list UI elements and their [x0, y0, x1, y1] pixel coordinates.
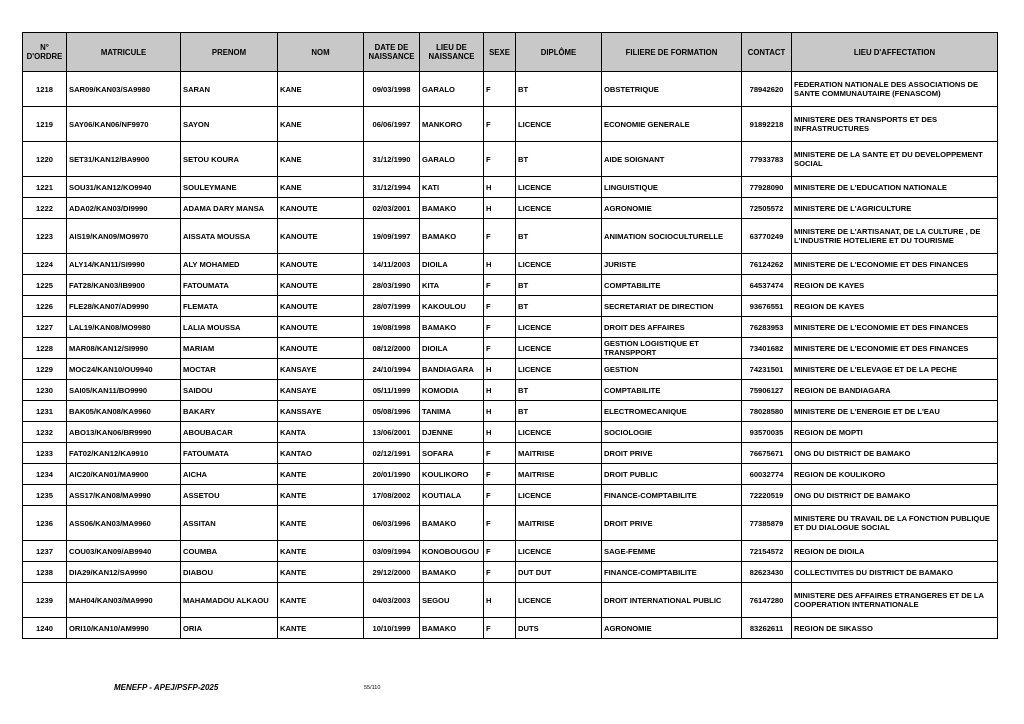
cell-matricule: LAL19/KAN08/MO9980: [67, 317, 181, 338]
cell-lieu: BAMAKO: [420, 618, 484, 639]
cell-date: 31/12/1994: [364, 177, 420, 198]
cell-lieu: KONOBOUGOU: [420, 541, 484, 562]
cell-nom: KANOUTE: [278, 338, 364, 359]
cell-diplome: DUTS: [516, 618, 602, 639]
cell-contact: 76675671: [742, 443, 792, 464]
cell-affectation: MINISTERE DE L'ECONOMIE ET DES FINANCES: [792, 317, 998, 338]
cell-num: 1229: [23, 359, 67, 380]
affectation-table: [22, 32, 998, 639]
cell-affectation: COLLECTIVITES DU DISTRICT DE BAMAKO: [792, 562, 998, 583]
table-row: [23, 401, 998, 422]
cell-sexe: F: [484, 296, 516, 317]
cell-matricule: SAY06/KAN06/NF9970: [67, 107, 181, 142]
cell-affectation: ONG DU DISTRICT DE BAMAKO: [792, 443, 998, 464]
cell-lieu: BANDIAGARA: [420, 359, 484, 380]
header-nom: NOM: [278, 33, 364, 72]
cell-filiere: DROIT INTERNATIONAL PUBLIC: [602, 583, 742, 618]
cell-contact: 72505572: [742, 198, 792, 219]
cell-contact: 78942620: [742, 72, 792, 107]
cell-num: 1220: [23, 142, 67, 177]
cell-nom: KANOUTE: [278, 317, 364, 338]
cell-contact: 76124262: [742, 254, 792, 275]
cell-lieu: BAMAKO: [420, 562, 484, 583]
cell-affectation: ONG DU DISTRICT DE BAMAKO: [792, 485, 998, 506]
cell-num: 1233: [23, 443, 67, 464]
cell-num: 1227: [23, 317, 67, 338]
cell-sexe: F: [484, 618, 516, 639]
cell-prenom: ASSITAN: [181, 506, 278, 541]
table-row: [23, 541, 998, 562]
cell-lieu: KOUTIALA: [420, 485, 484, 506]
cell-sexe: F: [484, 72, 516, 107]
table-row: [23, 338, 998, 359]
cell-nom: KANTE: [278, 541, 364, 562]
cell-prenom: AISSATA MOUSSA: [181, 219, 278, 254]
cell-matricule: ABO13/KAN06/BR9990: [67, 422, 181, 443]
cell-contact: 74231501: [742, 359, 792, 380]
cell-matricule: ASS06/KAN03/MA9960: [67, 506, 181, 541]
cell-contact: 73401682: [742, 338, 792, 359]
cell-prenom: SAYON: [181, 107, 278, 142]
cell-date: 09/03/1998: [364, 72, 420, 107]
cell-matricule: SOU31/KAN12/KO9940: [67, 177, 181, 198]
cell-lieu: DJENNE: [420, 422, 484, 443]
cell-affectation: REGION DE KOULIKORO: [792, 464, 998, 485]
cell-filiere: AGRONOMIE: [602, 198, 742, 219]
cell-affectation: MINISTERE DE L'AGRICULTURE: [792, 198, 998, 219]
cell-filiere: FINANCE-COMPTABILITE: [602, 485, 742, 506]
cell-affectation: MINISTERE DES AFFAIRES ETRANGERES ET DE LA COOPERATION INTERNATIONALE: [792, 583, 998, 618]
cell-affectation: REGION DE SIKASSO: [792, 618, 998, 639]
document-page: [22, 32, 997, 639]
cell-diplome: LICENCE: [516, 583, 602, 618]
cell-num: 1236: [23, 506, 67, 541]
cell-matricule: MAH04/KAN03/MA9990: [67, 583, 181, 618]
cell-num: 1230: [23, 380, 67, 401]
cell-date: 06/06/1997: [364, 107, 420, 142]
cell-date: 02/12/1991: [364, 443, 420, 464]
table-row: [23, 618, 998, 639]
cell-matricule: ASS17/KAN08/MA9990: [67, 485, 181, 506]
cell-diplome: LICENCE: [516, 177, 602, 198]
cell-diplome: LICENCE: [516, 541, 602, 562]
table-row: [23, 142, 998, 177]
cell-diplome: LICENCE: [516, 338, 602, 359]
header-filiere: FILIERE DE FORMATION: [602, 33, 742, 72]
cell-num: 1221: [23, 177, 67, 198]
footer-label: MENEFP - APEJ/PSFP-2025: [114, 683, 219, 692]
cell-affectation: REGION DE MOPTI: [792, 422, 998, 443]
cell-nom: KANE: [278, 72, 364, 107]
cell-sexe: H: [484, 401, 516, 422]
cell-contact: 63770249: [742, 219, 792, 254]
cell-matricule: ALY14/KAN11/SI9990: [67, 254, 181, 275]
cell-nom: KANE: [278, 107, 364, 142]
cell-date: 02/03/2001: [364, 198, 420, 219]
table-row: [23, 317, 998, 338]
cell-matricule: MAR08/KAN12/SI9990: [67, 338, 181, 359]
table-row: [23, 177, 998, 198]
cell-date: 19/08/1998: [364, 317, 420, 338]
cell-sexe: H: [484, 380, 516, 401]
cell-affectation: MINISTERE DE L'ECONOMIE ET DES FINANCES: [792, 338, 998, 359]
cell-prenom: SETOU KOURA: [181, 142, 278, 177]
cell-filiere: JURISTE: [602, 254, 742, 275]
cell-affectation: REGION DE BANDIAGARA: [792, 380, 998, 401]
cell-filiere: ANIMATION SOCIOCULTURELLE: [602, 219, 742, 254]
cell-date: 03/09/1994: [364, 541, 420, 562]
cell-sexe: H: [484, 583, 516, 618]
cell-nom: KANOUTE: [278, 254, 364, 275]
cell-matricule: SAR09/KAN03/SA9980: [67, 72, 181, 107]
cell-date: 28/07/1999: [364, 296, 420, 317]
cell-date: 08/12/2000: [364, 338, 420, 359]
table-row: [23, 380, 998, 401]
table-row: [23, 464, 998, 485]
cell-date: 05/08/1996: [364, 401, 420, 422]
cell-num: 1226: [23, 296, 67, 317]
cell-lieu: KOULIKORO: [420, 464, 484, 485]
cell-contact: 77928090: [742, 177, 792, 198]
cell-nom: KANOUTE: [278, 296, 364, 317]
cell-filiere: FINANCE-COMPTABILITE: [602, 562, 742, 583]
cell-contact: 75906127: [742, 380, 792, 401]
table-row: [23, 296, 998, 317]
cell-diplome: BT: [516, 380, 602, 401]
cell-date: 20/01/1990: [364, 464, 420, 485]
cell-prenom: FATOUMATA: [181, 443, 278, 464]
cell-date: 19/09/1997: [364, 219, 420, 254]
cell-date: 06/03/1996: [364, 506, 420, 541]
cell-nom: KANTE: [278, 618, 364, 639]
table-row: [23, 359, 998, 380]
cell-sexe: F: [484, 142, 516, 177]
cell-prenom: ALY MOHAMED: [181, 254, 278, 275]
cell-filiere: SAGE-FEMME: [602, 541, 742, 562]
cell-nom: KANTE: [278, 562, 364, 583]
cell-lieu: GARALO: [420, 72, 484, 107]
cell-contact: 72220519: [742, 485, 792, 506]
cell-date: 29/12/2000: [364, 562, 420, 583]
cell-num: 1228: [23, 338, 67, 359]
cell-contact: 64537474: [742, 275, 792, 296]
cell-diplome: BT: [516, 401, 602, 422]
cell-sexe: H: [484, 359, 516, 380]
cell-lieu: DIOILA: [420, 338, 484, 359]
cell-sexe: F: [484, 338, 516, 359]
cell-prenom: LALIA MOUSSA: [181, 317, 278, 338]
cell-nom: KANOUTE: [278, 198, 364, 219]
cell-sexe: F: [484, 317, 516, 338]
cell-affectation: MINISTERE DE L'ECONOMIE ET DES FINANCES: [792, 254, 998, 275]
cell-num: 1232: [23, 422, 67, 443]
cell-lieu: MANKORO: [420, 107, 484, 142]
cell-filiere: LINGUISTIQUE: [602, 177, 742, 198]
cell-diplome: LICENCE: [516, 198, 602, 219]
cell-diplome: LICENCE: [516, 422, 602, 443]
cell-diplome: MAITRISE: [516, 506, 602, 541]
cell-prenom: FATOUMATA: [181, 275, 278, 296]
table-row: [23, 219, 998, 254]
cell-matricule: FLE28/KAN07/AD9990: [67, 296, 181, 317]
cell-sexe: F: [484, 541, 516, 562]
cell-date: 14/11/2003: [364, 254, 420, 275]
cell-contact: 77933783: [742, 142, 792, 177]
table-row: [23, 254, 998, 275]
cell-nom: KANSSAYE: [278, 401, 364, 422]
cell-contact: 93570035: [742, 422, 792, 443]
header-matricule: MATRICULE: [67, 33, 181, 72]
cell-lieu: KOMODIA: [420, 380, 484, 401]
cell-filiere: SOCIOLOGIE: [602, 422, 742, 443]
cell-prenom: FLEMATA: [181, 296, 278, 317]
cell-contact: 78028580: [742, 401, 792, 422]
cell-affectation: MINISTERE DE L'ELEVAGE ET DE LA PECHE: [792, 359, 998, 380]
cell-diplome: LICENCE: [516, 317, 602, 338]
header-prenom: PRENOM: [181, 33, 278, 72]
cell-num: 1240: [23, 618, 67, 639]
cell-prenom: MOCTAR: [181, 359, 278, 380]
cell-sexe: F: [484, 464, 516, 485]
cell-prenom: SOULEYMANE: [181, 177, 278, 198]
cell-filiere: ECONOMIE GENERALE: [602, 107, 742, 142]
cell-nom: KANSAYE: [278, 359, 364, 380]
cell-affectation: FEDERATION NATIONALE DES ASSOCIATIONS DE SANTE COMMUNAUTAIRE (FENASCOM): [792, 72, 998, 107]
cell-num: 1224: [23, 254, 67, 275]
cell-filiere: GESTION: [602, 359, 742, 380]
cell-sexe: F: [484, 107, 516, 142]
cell-num: 1225: [23, 275, 67, 296]
cell-diplome: BT: [516, 296, 602, 317]
cell-sexe: F: [484, 219, 516, 254]
cell-filiere: COMPTABILITE: [602, 275, 742, 296]
cell-nom: KANTE: [278, 485, 364, 506]
cell-prenom: ASSETOU: [181, 485, 278, 506]
cell-lieu: KAKOULOU: [420, 296, 484, 317]
cell-affectation: REGION DE KAYES: [792, 275, 998, 296]
cell-contact: 93676551: [742, 296, 792, 317]
cell-matricule: SET31/KAN12/BA9900: [67, 142, 181, 177]
cell-matricule: ADA02/KAN03/DI9990: [67, 198, 181, 219]
cell-sexe: F: [484, 562, 516, 583]
cell-diplome: BT: [516, 72, 602, 107]
cell-nom: KANTA: [278, 422, 364, 443]
cell-nom: KANTE: [278, 506, 364, 541]
cell-contact: 76147280: [742, 583, 792, 618]
cell-prenom: SAIDOU: [181, 380, 278, 401]
cell-prenom: AICHA: [181, 464, 278, 485]
cell-num: 1234: [23, 464, 67, 485]
cell-matricule: FAT02/KAN12/KA9910: [67, 443, 181, 464]
cell-nom: KANSAYE: [278, 380, 364, 401]
cell-matricule: ORI10/KAN10/AM9990: [67, 618, 181, 639]
cell-lieu: GARALO: [420, 142, 484, 177]
cell-diplome: BT: [516, 275, 602, 296]
cell-num: 1223: [23, 219, 67, 254]
cell-lieu: BAMAKO: [420, 219, 484, 254]
cell-lieu: DIOILA: [420, 254, 484, 275]
cell-filiere: OBSTETRIQUE: [602, 72, 742, 107]
cell-filiere: COMPTABILITE: [602, 380, 742, 401]
cell-date: 24/10/1994: [364, 359, 420, 380]
cell-filiere: GESTION LOGISTIQUE ET TRANSPPORT: [602, 338, 742, 359]
cell-contact: 72154572: [742, 541, 792, 562]
cell-filiere: DROIT PRIVE: [602, 506, 742, 541]
cell-matricule: MOC24/KAN10/OU9940: [67, 359, 181, 380]
cell-nom: KANTE: [278, 583, 364, 618]
cell-nom: KANE: [278, 177, 364, 198]
cell-date: 04/03/2003: [364, 583, 420, 618]
cell-diplome: BT: [516, 219, 602, 254]
table-header-row: [23, 33, 998, 72]
cell-contact: 82623430: [742, 562, 792, 583]
cell-num: 1239: [23, 583, 67, 618]
cell-filiere: DROIT DES AFFAIRES: [602, 317, 742, 338]
cell-affectation: MINISTERE DE L'ENERGIE ET DE L'EAU: [792, 401, 998, 422]
table-row: [23, 275, 998, 296]
table-row: [23, 562, 998, 583]
header-affectation: LIEU D'AFFECTATION: [792, 33, 998, 72]
table-row: [23, 422, 998, 443]
cell-filiere: DROIT PUBLIC: [602, 464, 742, 485]
cell-diplome: LICENCE: [516, 254, 602, 275]
cell-diplome: LICENCE: [516, 359, 602, 380]
cell-contact: 76283953: [742, 317, 792, 338]
cell-date: 10/10/1999: [364, 618, 420, 639]
cell-diplome: MAITRISE: [516, 443, 602, 464]
cell-prenom: ORIA: [181, 618, 278, 639]
cell-nom: KANTAO: [278, 443, 364, 464]
cell-prenom: MAHAMADOU ALKAOU: [181, 583, 278, 618]
cell-matricule: SAI05/KAN11/BO9990: [67, 380, 181, 401]
cell-matricule: AIC20/KAN01/MA9900: [67, 464, 181, 485]
cell-prenom: DIABOU: [181, 562, 278, 583]
cell-filiere: ELECTROMECANIQUE: [602, 401, 742, 422]
cell-filiere: SECRETARIAT DE DIRECTION: [602, 296, 742, 317]
cell-affectation: MINISTERE DU TRAVAIL DE LA FONCTION PUBLIQUE ET DU DIALOGUE SOCIAL: [792, 506, 998, 541]
cell-lieu: KITA: [420, 275, 484, 296]
header-lieu: LIEU DE NAISSANCE: [420, 33, 484, 72]
cell-contact: 60032774: [742, 464, 792, 485]
cell-prenom: SARAN: [181, 72, 278, 107]
header-date: DATE DE NAISSANCE: [364, 33, 420, 72]
cell-num: 1237: [23, 541, 67, 562]
cell-sexe: H: [484, 198, 516, 219]
cell-num: 1218: [23, 72, 67, 107]
cell-prenom: ADAMA DARY MANSA: [181, 198, 278, 219]
cell-sexe: F: [484, 485, 516, 506]
cell-sexe: F: [484, 506, 516, 541]
table-row: [23, 443, 998, 464]
cell-affectation: REGION DE DIOILA: [792, 541, 998, 562]
cell-filiere: DROIT PRIVE: [602, 443, 742, 464]
table-row: [23, 506, 998, 541]
cell-matricule: FAT28/KAN03/IB9900: [67, 275, 181, 296]
table-row: [23, 485, 998, 506]
cell-date: 05/11/1999: [364, 380, 420, 401]
cell-matricule: COU03/KAN09/AB9940: [67, 541, 181, 562]
header-contact: CONTACT: [742, 33, 792, 72]
cell-nom: KANTE: [278, 464, 364, 485]
cell-nom: KANE: [278, 142, 364, 177]
cell-prenom: COUMBA: [181, 541, 278, 562]
cell-prenom: MARIAM: [181, 338, 278, 359]
cell-num: 1238: [23, 562, 67, 583]
cell-contact: 77385879: [742, 506, 792, 541]
cell-affectation: MINISTERE DES TRANSPORTS ET DES INFRASTRUCTURES: [792, 107, 998, 142]
cell-contact: 91892218: [742, 107, 792, 142]
cell-sexe: F: [484, 275, 516, 296]
cell-prenom: BAKARY: [181, 401, 278, 422]
cell-nom: KANOUTE: [278, 219, 364, 254]
cell-matricule: AIS19/KAN09/MO9970: [67, 219, 181, 254]
cell-affectation: MINISTERE DE L'ARTISANAT, DE LA CULTURE , DE L'INDUSTRIE HOTELIERE ET DU TOURISME: [792, 219, 998, 254]
cell-lieu: BAMAKO: [420, 317, 484, 338]
cell-affectation: MINISTERE DE LA SANTE ET DU DEVELOPPEMENT SOCIAL: [792, 142, 998, 177]
cell-num: 1219: [23, 107, 67, 142]
cell-affectation: REGION DE KAYES: [792, 296, 998, 317]
cell-lieu: SOFARA: [420, 443, 484, 464]
cell-matricule: DIA29/KAN12/SA9990: [67, 562, 181, 583]
table-row: [23, 198, 998, 219]
cell-filiere: AGRONOMIE: [602, 618, 742, 639]
cell-date: 17/08/2002: [364, 485, 420, 506]
cell-diplome: BT: [516, 142, 602, 177]
cell-date: 31/12/1990: [364, 142, 420, 177]
cell-lieu: BAMAKO: [420, 506, 484, 541]
page-number: 55/110: [364, 685, 381, 691]
cell-lieu: SEGOU: [420, 583, 484, 618]
cell-lieu: KATI: [420, 177, 484, 198]
cell-contact: 83262611: [742, 618, 792, 639]
cell-matricule: BAK05/KAN08/KA9960: [67, 401, 181, 422]
table-row: [23, 107, 998, 142]
cell-sexe: H: [484, 177, 516, 198]
cell-date: 28/03/1990: [364, 275, 420, 296]
cell-diplome: LICENCE: [516, 485, 602, 506]
cell-num: 1231: [23, 401, 67, 422]
table-row: [23, 72, 998, 107]
cell-diplome: LICENCE: [516, 107, 602, 142]
cell-lieu: TANIMA: [420, 401, 484, 422]
cell-filiere: AIDE SOIGNANT: [602, 142, 742, 177]
cell-prenom: ABOUBACAR: [181, 422, 278, 443]
cell-affectation: MINISTERE DE L'EDUCATION NATIONALE: [792, 177, 998, 198]
cell-nom: KANOUTE: [278, 275, 364, 296]
header-diplome: DIPLÔME: [516, 33, 602, 72]
cell-diplome: DUT DUT: [516, 562, 602, 583]
header-num: N° D'ORDRE: [23, 33, 67, 72]
cell-sexe: F: [484, 443, 516, 464]
cell-num: 1222: [23, 198, 67, 219]
cell-date: 13/06/2001: [364, 422, 420, 443]
cell-diplome: MAITRISE: [516, 464, 602, 485]
cell-sexe: H: [484, 422, 516, 443]
table-row: [23, 583, 998, 618]
cell-sexe: H: [484, 254, 516, 275]
cell-num: 1235: [23, 485, 67, 506]
cell-lieu: BAMAKO: [420, 198, 484, 219]
header-sexe: SEXE: [484, 33, 516, 72]
